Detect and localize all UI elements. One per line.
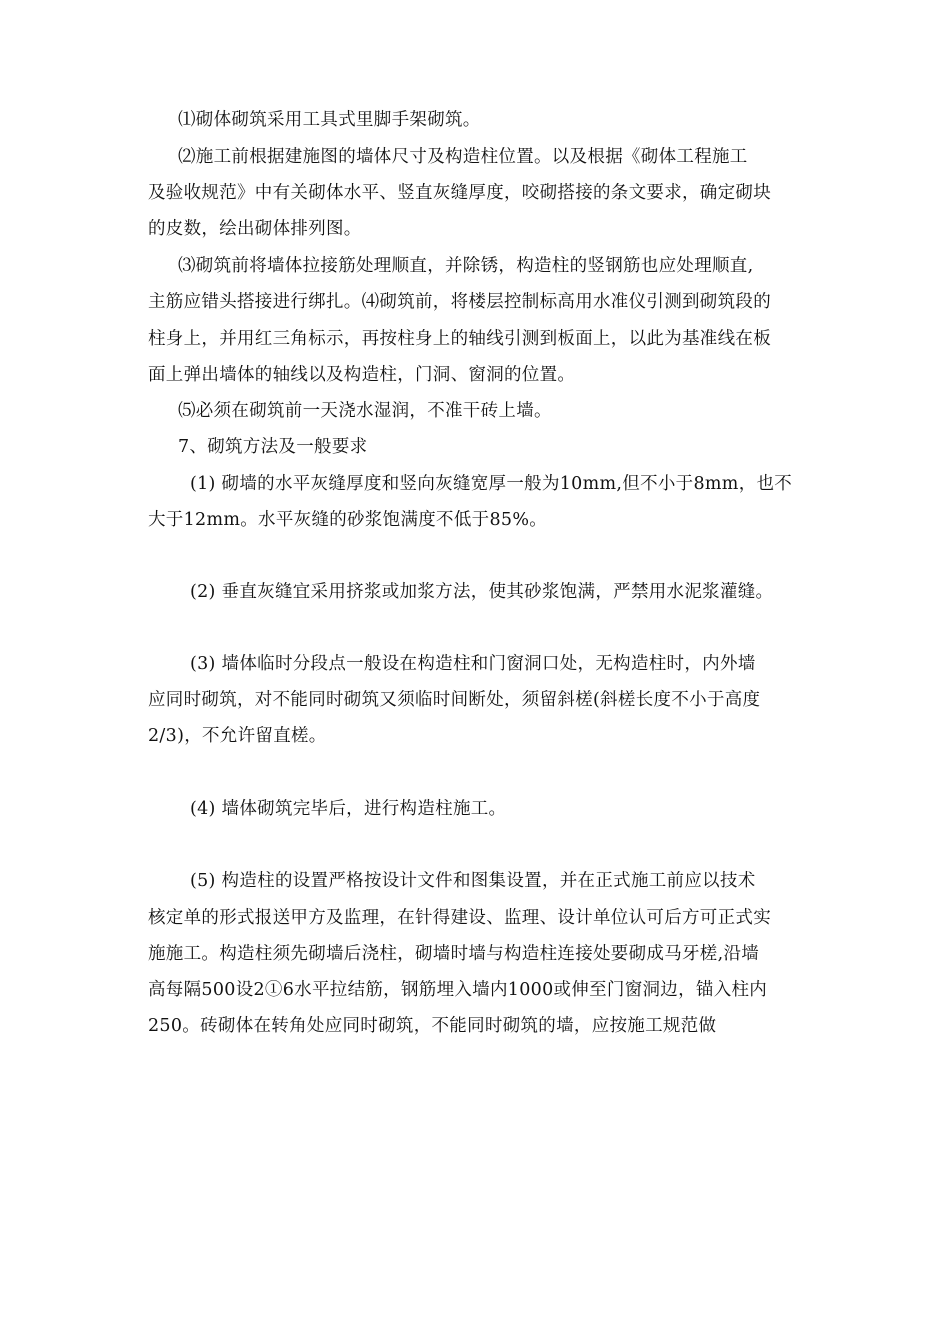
paragraph-2-line-3: 的皮数，绘出砌体排列图。 [148, 219, 362, 239]
item-5-line-5: 250。砖砌体在转角处应同时砌筑，不能同时砌筑的墙，应按施工规范做 [148, 1016, 717, 1036]
paragraph-2-line-1: ⑵施工前根据建施图的墙体尺寸及构造柱位置。以及根据《砌体工程施工 [178, 147, 748, 167]
item-5-line-4: 高每隔500设2①6水平拉结筋，钢筋埋入墙内1000或伸至门窗洞边，锚入柱内 [148, 980, 768, 1000]
item-4-line-1: (4) 墙体砌筑完毕后，进行构造柱施工。 [190, 799, 507, 819]
paragraph-2-line-2: 及验收规范》中有关砌体水平、竖直灰缝厚度，咬砌搭接的条文要求，确定砌块 [148, 183, 771, 203]
item-5-line-3: 施施工。构造柱须先砌墙后浇柱，砌墙时墙与构造柱连接处要砌成马牙槎,沿墙 [148, 944, 760, 964]
item-1-line-1: (1) 砌墙的水平灰缝厚度和竖向灰缝宽厚一般为10mm,但不小于8mm，也不 [190, 474, 793, 494]
item-3-line-1: (3) 墙体临时分段点一般设在构造柱和门窗洞口处，无构造柱时，内外墙 [190, 654, 756, 674]
paragraph-3-line-3: 柱身上，并用红三角标示，再按柱身上的轴线引测到板面上，以此为基准线在板 [148, 329, 771, 349]
item-3-line-2: 应同时砌筑，对不能同时砌筑又须临时间断处，须留斜槎(斜槎长度不小于高度 [148, 690, 761, 710]
paragraph-3-line-4: 面上弹出墙体的轴线以及构造柱，门洞、窗洞的位置。 [148, 365, 576, 385]
paragraph-1-line-1: ⑴砌体砌筑采用工具式里脚手架砌筑。 [178, 110, 481, 130]
item-1-line-2: 大于12mm。水平灰缝的砂浆饱满度不低于85%。 [148, 510, 548, 530]
item-2-line-1: (2) 垂直灰缝宜采用挤浆或加浆方法，使其砂浆饱满，严禁用水泥浆灌缝。 [190, 582, 774, 602]
paragraph-3-line-1: ⑶砌筑前将墙体拉接筋处理顺直，并除锈，构造柱的竖钢筋也应处理顺直, [178, 256, 754, 276]
item-5-line-2: 核定单的形式报送甲方及监理，在针得建设、监理、设计单位认可后方可正式实 [148, 908, 771, 928]
section-heading: 7、砌筑方法及一般要求 [178, 437, 368, 457]
item-3-line-3: 2/3)，不允许留直槎。 [148, 726, 327, 746]
item-5-line-1: (5) 构造柱的设置严格按设计文件和图集设置，并在正式施工前应以技术 [190, 871, 756, 891]
paragraph-4-line-1: ⑸必须在砌筑前一天浇水湿润，不准干砖上墙。 [178, 401, 552, 421]
paragraph-3-line-2: 主筋应错头搭接进行绑扎。⑷砌筑前，将楼层控制标高用水准仪引测到砌筑段的 [148, 292, 771, 312]
